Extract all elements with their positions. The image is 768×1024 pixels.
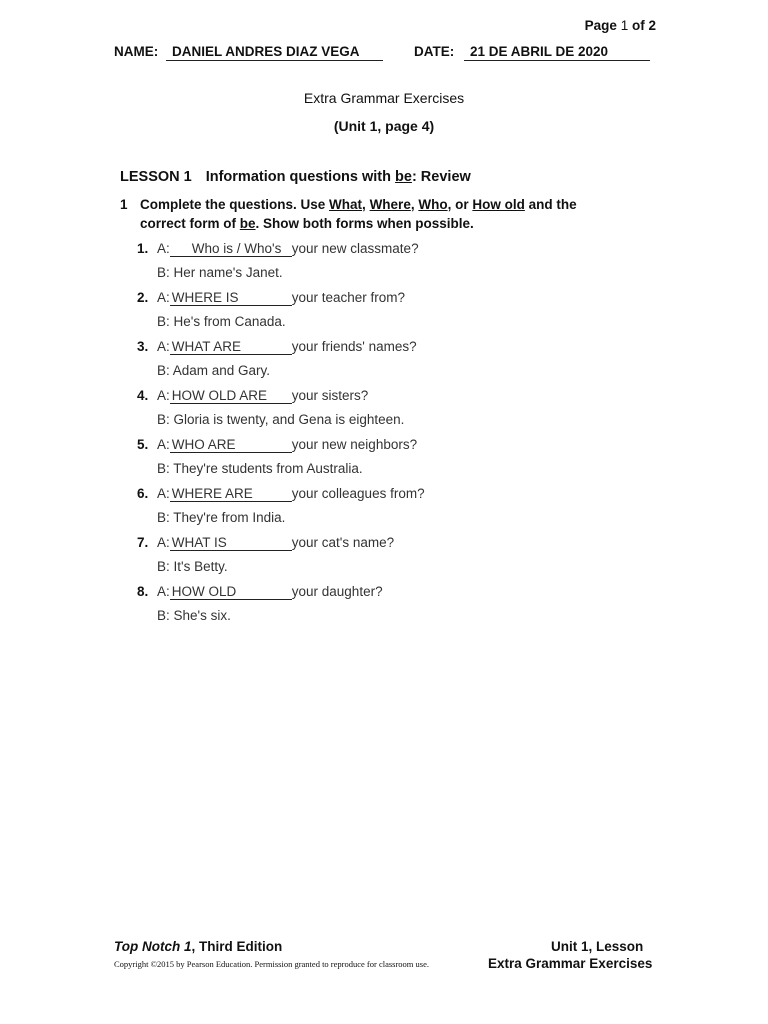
speaker-a-label: A: [157, 241, 170, 256]
answer-blank[interactable]: HOW OLD ARE [170, 388, 292, 404]
question-text: your teacher from? [291, 290, 406, 305]
lesson-heading [120, 169, 471, 185]
answer-blank[interactable]: WHAT IS [170, 535, 292, 551]
answer-blank[interactable]: HOW OLD [170, 584, 292, 600]
instructions-line-1: 1 Complete the questions. Use What, Where, Who, or How old and the [120, 197, 577, 212]
item-number: 4. [137, 388, 149, 403]
name-field: DANIEL ANDRES DIAZ VEGA [166, 44, 383, 61]
item-2-question [137, 290, 406, 306]
speaker-a-label: A: [157, 486, 170, 501]
item-1-question [137, 241, 419, 257]
page-prefix: Page [584, 18, 617, 33]
item-number: 1. [137, 241, 149, 256]
footer-unit: Unit 1, Lesson [551, 939, 644, 954]
item-6-question [137, 486, 425, 502]
item-number: 6. [137, 486, 149, 501]
question-text: your colleagues from? [291, 486, 425, 501]
item-number: 7. [137, 535, 149, 550]
item-number: 8. [137, 584, 149, 599]
item-5-question [137, 437, 418, 453]
speaker-a-label: A: [157, 535, 170, 550]
item-3-response: B: Adam and Gary. [157, 363, 271, 378]
item-4-response: B: Gloria is twenty, and Gena is eighteen. [157, 412, 405, 427]
speaker-a-label: A: [157, 437, 170, 452]
item-8-response: B: She's six. [157, 608, 231, 623]
item-1-response: B: Her name's Janet. [157, 265, 283, 280]
worksheet-subtitle: (Unit 1, page 4) [333, 118, 435, 134]
answer-blank[interactable]: WHO ARE [170, 437, 292, 453]
page-suffix: of 2 [631, 18, 656, 33]
date-label: DATE: [414, 44, 455, 59]
footer-book-title: Top Notch 1, Third Edition [114, 939, 283, 954]
item-4-question [137, 388, 369, 404]
answer-blank[interactable]: WHERE IS [170, 290, 292, 306]
item-number: 5. [137, 437, 149, 452]
question-text: your cat's name? [291, 535, 395, 550]
item-8-question [137, 584, 383, 600]
item-2-response: B: He's from Canada. [157, 314, 286, 329]
item-6-response: B: They're from India. [157, 510, 286, 525]
item-number: 3. [137, 339, 149, 354]
speaker-a-label: A: [157, 584, 170, 599]
answer-blank[interactable]: Who is / Who's [170, 241, 292, 257]
footer-section: Extra Grammar Exercises [488, 956, 653, 971]
speaker-a-label: A: [157, 290, 170, 305]
instructions-line-2: correct form of be. Show both forms when possible. [140, 216, 474, 231]
question-text: your friends' names? [291, 339, 417, 354]
item-5-response: B: They're students from Australia. [157, 461, 363, 476]
page-indicator [585, 18, 656, 33]
lesson-topic: Information questions with be: Review [205, 169, 471, 185]
name-label: NAME: [114, 44, 159, 59]
speaker-a-label: A: [157, 339, 170, 354]
question-text: your sisters? [291, 388, 369, 403]
speaker-a-label: A: [157, 388, 170, 403]
footer-copyright: Copyright ©2015 by Pearson Education. Permission granted to reproduce for classroom use. [114, 959, 429, 969]
worksheet-title: Extra Grammar Exercises [303, 90, 465, 106]
question-text: your new classmate? [291, 241, 419, 256]
answer-blank[interactable]: WHAT ARE [170, 339, 292, 355]
exercise-number: 1 [120, 197, 128, 212]
page-current: 1 [620, 18, 629, 33]
item-3-question [137, 339, 417, 355]
lesson-label: LESSON 1 [120, 169, 192, 185]
answer-blank[interactable]: WHERE ARE [170, 486, 292, 502]
question-text: your new neighbors? [291, 437, 418, 452]
item-7-question [137, 535, 395, 551]
item-7-response: B: It's Betty. [157, 559, 228, 574]
question-text: your daughter? [291, 584, 383, 599]
date-field: 21 DE ABRIL DE 2020 [464, 44, 650, 61]
item-number: 2. [137, 290, 149, 305]
